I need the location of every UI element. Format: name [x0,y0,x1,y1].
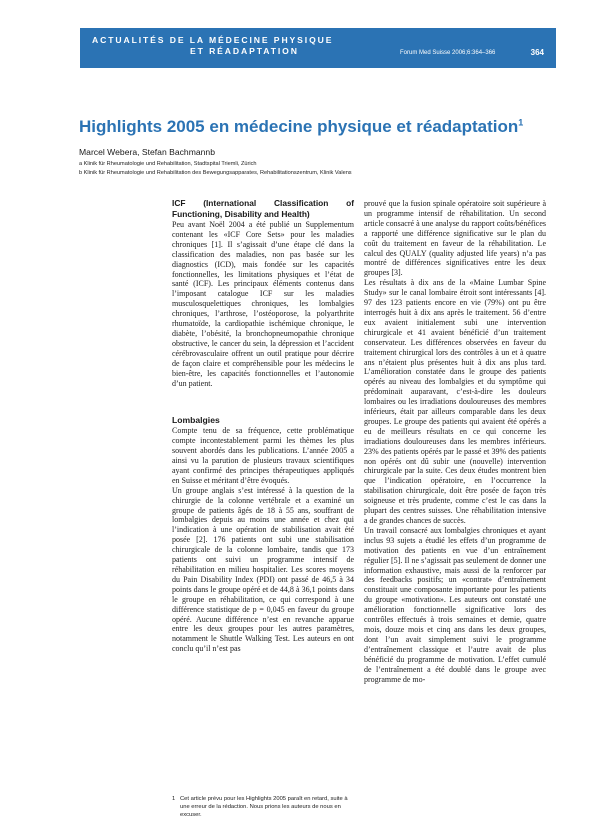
affiliation-a: a Klinik für Rheumatologie und Rehabilitation, Stadtspital Triemli, Zürich [79,161,257,167]
section-banner [80,28,556,68]
footnote-text: Cet article prévu pour les Highlights 2005 paraît en retard, suite à une erreur de la rédaction. Nous prions les auteurs de nous en excuser. [180,796,348,818]
footnote-number: 1 [172,796,176,802]
title-footnote-marker: 1 [518,117,524,128]
heading-icf: ICF (International Classification of Functioning, Disability and Health) [172,198,354,219]
journal-citation: Forum Med Suisse 2006;6:364–366 [400,50,496,56]
paragraph-right-1: prouvé que la fusion spinale opératoire soit supérieure à un programme intensif de réhabilitation. Un second article consacré à une analyse du rapport coûts/bénéfices a rapporté une différence significative sur le plan du coût du traitement en faveur de la réhabilitation. Le calcul des QUALY (quality adjusted life years) n’a pas montré de différences significatives entre les deux groupes [3]. [364,199,546,278]
left-column [172,198,354,654]
right-column [364,199,546,684]
paragraph-icf: Peu avant Noël 2004 a été publié un Supplementum contenant les «ICF Core Sets» pour les maladies chroniques [1]. Il s’agissait d’une étape clé dans la classification des maladies, non pas basée sur les diagnostics (ICD), mais fondée sur les capacités fonctionnelles, les limitations physiques et l’état de santé (ICF). Les principaux éléments contenus dans l’imposant catalogue ICF sur les maladies musculosquelettiques chroniques, les lombalgies chroniques, l’arthrose, l’ostéoporose, la polyarthrite rhumatoïde, la cardiopathie ischémique chronique, le diabète, l’obésité, la bronchopneumopathie chronique obstructive, le cancer du sein, la dépression et l’accident cérébrovasculaire offrent un outil pratique pour décrire de façon claire et compréhensible pour les médecins le bien-être, les capacités fonctionnelles et l’autonomie d’un patient. [172,220,354,388]
authors: Marcel Webera, Stefan Bachmannb [79,147,215,157]
paragraph-lombalgies-2: Un groupe anglais s’est intéressé à la question de la chirurgie de la colonne vertébrale et a examiné un groupe de patients âgés de 18 à 55 ans, souffrant de lombalgies depuis au moins une année et chez qui l’indication à une opération de stabilisation avait été posée [2]. 176 patients ont subi une stabilisation chirurgicale de la colonne lombaire, tandis que 173 patients ont suivi un programme intensif de réhabilitation en milieu hospitalier. Les scores moyens du Pain Disability Index (PDI) ont passé de 46,5 à 34 points dans le groupe opéré et de 44,8 à 36,1 points dans le groupe en réhabilitation, ce qui correspond à une différence statistique de p = 0,045 en faveur du groupe opéré. Aucune différence n’est en revanche apparue entre les deux groupes pour les autres paramètres, notamment le Shuttle Walking Test. Les auteurs en ont conclu qu’il n’est pas [172,485,354,654]
paragraph-lombalgies-1: Compte tenu de sa fréquence, cette problématique compte incontestablement parmi les thèmes les plus souvent abordés dans les publications. L’année 2005 a ainsi vu la parution de plusieurs travaux scientifiques ayant confirmé des principes thérapeutiques appliqués en Suisse et méritant d’être évoqués. [172,426,354,485]
article-title [79,117,579,137]
heading-lombalgies: Lombalgies [172,415,220,426]
affiliation-b: b Klinik für Rheumatologie und Rehabilitation des Bewegungsapparates, Rehabilitationszentrum, Klinik Valens [79,170,352,176]
footnote [172,795,357,819]
section-title-line1: ACTUALITÉS DE LA MÉDECINE PHYSIQUE [92,35,334,45]
section-title [92,35,333,57]
page-number: 364 [530,48,544,57]
section-title-line2: ET RÉADAPTATION [190,46,299,56]
paragraph-right-2: Les résultats à dix ans de la «Maine Lumbar Spine Study» sur le canal lombaire étroit sont intéressants [4]. 97 des 123 patients encore en vie (79%) ont pu être interrogés huit à dix ans après le traitement. 56 d’entre eux avaient initialement subi une intervention chirurgicale et 41 avaient bénéficié d’un traitement conservateur. Les différences observées en faveur du traitement chirurgical lors des contrôles à un et à quatre ans n’étaient plus présentes huit à dix ans plus tard. L’amélioration constatée dans le groupe des patients opérés au niveau des lombalgies et du symptôme qui prédominait auparavant, c’est-à-dire les douleurs lombaires ou les irradiations douloureuses des membres inférieurs, était par ailleurs comparable dans les deux groupes. Le groupe des patients qui avaient été opérés a eu de meilleurs résultats en ce qui concerne les irradiations douloureuses dans les membres inférieurs. 23% des patients opérés par le passé et 39% des patients non opérés ont dû subir une (nouvelle) intervention chirurgicale par la suite. Ces deux études montrent bien que l’indication opératoire, en l’occurrence la stabilisation chirurgicale, doit être posée de façon très soigneuse et très prudente, comme c’est le cas dans la plupart des centres suisses. Une réhabilitation intensive a de grandes chances de succès. [364,278,546,525]
paragraph-right-3: Un travail consacré aux lombalgies chroniques et ayant inclus 93 sujets a étudié les effets d’un programme de motivation des patients en vue d’un entraînement régulier [5]. Il ne s’agissait pas seulement de donner une information exhaustive, mais aussi de la renforcer par des feedbacks positifs; un «contrat» d’entraînement constituait une composante importante pour les patients du groupe «motivation». Les auteurs ont constaté une amélioration fonctionnelle significative lors des contrôles effectués à trois semaines et demie, quatre mois, douze mois et cinq ans dans les deux groupes, dont l’un avait simplement suivi le programme d’entraînement classique et l’autre avait de plus bénéficié du programme de motivation. L’effet cumulé de l’entraînement a été doublé dans le groupe avec programme de mo- [364,525,546,684]
article-title-text: Highlights 2005 en médecine physique et réadaptation [79,117,519,136]
